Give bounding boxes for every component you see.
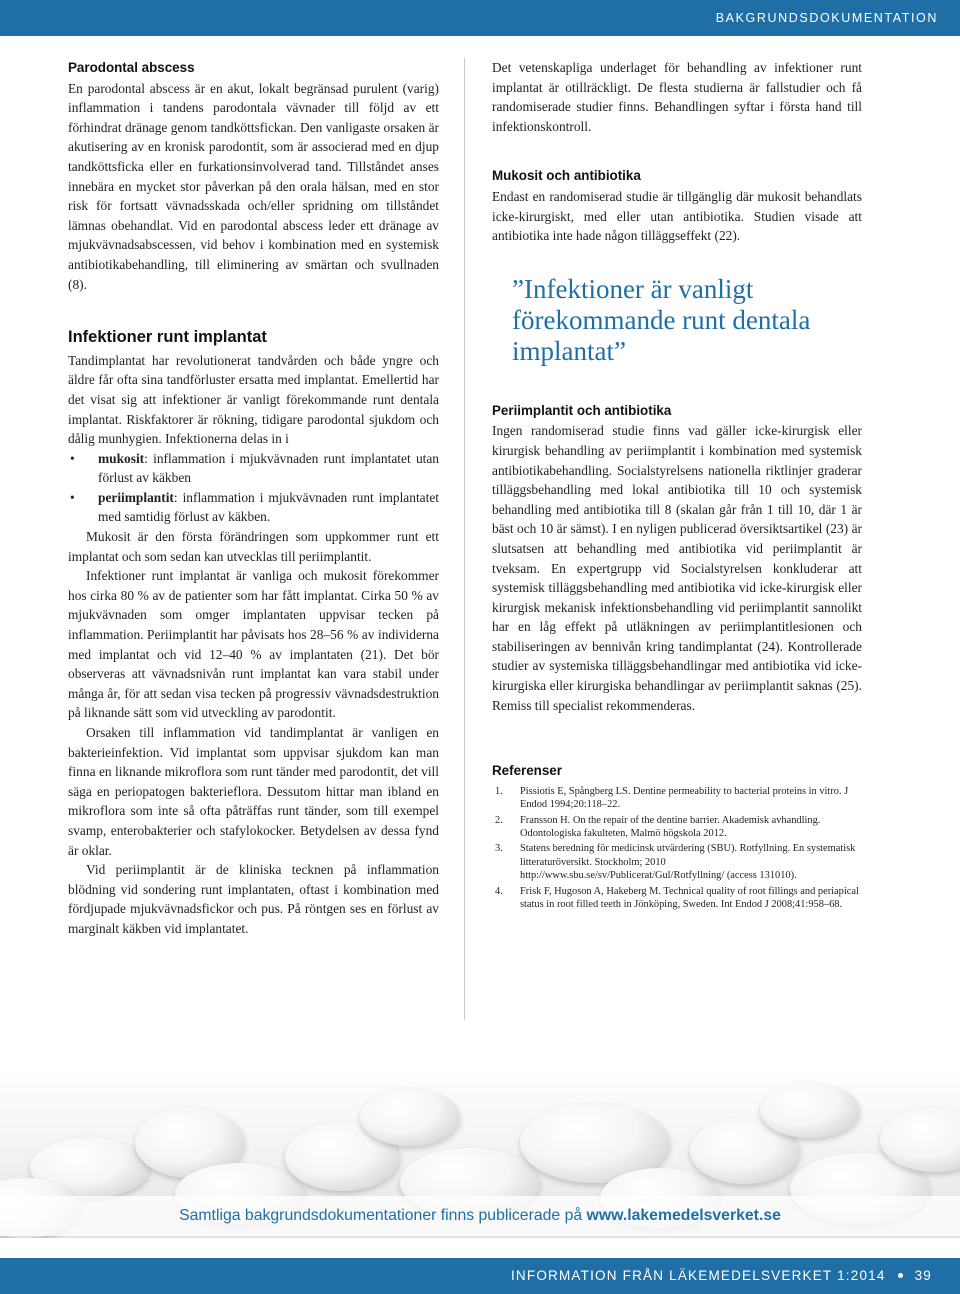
reference-item bbox=[492, 814, 862, 841]
pill-image bbox=[760, 1083, 860, 1138]
infection-types-list bbox=[68, 449, 439, 527]
section-label: BAKGRUNDSDOKUMENTATION bbox=[715, 11, 938, 25]
heading-infektioner-runt-implantat: Infektioner runt implantat bbox=[68, 328, 267, 347]
reference-text: Frisk F, Hugoson A, Hakeberg M. Technical quality of root fillings and periapical status in root filled teeth in Jönköping, Sweden. Int Endod J 2008;41:958–68. bbox=[520, 885, 859, 911]
references-list bbox=[492, 785, 862, 912]
column-divider bbox=[464, 58, 465, 1020]
reference-item bbox=[492, 885, 862, 912]
reference-number: 2. bbox=[495, 814, 503, 826]
paragraph-mukosit-studie: Endast en randomiserad studie är tillgänglig där mukosit behandlats icke-kirurgiskt, med eller utan antibiotika. Studien visade att antibiotika inte hade någon tilläggseffekt (22). bbox=[492, 188, 862, 244]
definition-periimplantit: : inflammation i mjukvävnaden runt implantatet med samtidig förlust av käkben. bbox=[98, 489, 439, 525]
reference-text: Pissiotis E, Spångberg LS. Dentine permeability to bacterial proteins in vitro. J Endod 1994;20:118–22. bbox=[520, 785, 849, 811]
list-item-mukosit bbox=[68, 449, 439, 488]
left-column bbox=[68, 58, 439, 939]
references-heading: Referenser bbox=[492, 763, 562, 779]
page-number: 39 bbox=[914, 1268, 932, 1283]
section-spacer bbox=[492, 136, 862, 166]
header-bar bbox=[0, 0, 960, 36]
heading-mukosit-och-antibiotika: Mukosit och antibiotika bbox=[492, 168, 641, 184]
pill-image bbox=[360, 1088, 460, 1146]
publication-name: INFORMATION FRÅN LÄKEMEDELSVERKET 1:2014 bbox=[510, 1268, 886, 1283]
reference-number: 1. bbox=[495, 785, 503, 797]
reference-number: 3. bbox=[495, 843, 503, 855]
paragraph-orsaken: Orsaken till inflammation vid tandimplantat är vanligen en bakterieinfektion. Vid implantat som uppvisar sjukdom kan man finna en liknande mikroflora som runt tänder med parodontit, det vill säga en periopatogen bakterieflora. Dessutom hittar man ibland en mikroflora som inte så ofta påträffas runt tänder, som till exempel svamp, enterobakterier och stafylokocker. Betydelsen av dessa fynd är oklar. bbox=[68, 725, 439, 858]
term-mukosit: mukosit bbox=[98, 450, 145, 466]
pull-quote: ”Infektioner är vanligt förekommande runt dentala implantat” bbox=[512, 273, 811, 366]
paragraph-kliniska-tecken: Vid periimplantit är de kliniska tecknen på inflammation blödning vid sondering runt implantaten, oftast i kombination med fördjupade mjukvävnadsfickor och pus. På röntgen ses en förlust av marginalt käkben vid implantatet. bbox=[68, 862, 439, 936]
bullet-icon: • bbox=[70, 489, 75, 505]
bullet-icon: • bbox=[70, 450, 75, 466]
paragraph-mukosit-forsta: Mukosit är den första förändringen som uppkommer runt ett implantat och som sedan kan utvecklas till periimplantit. bbox=[68, 529, 439, 564]
paragraph-parodontal-abscess: En parodontal abscess är en akut, lokalt begränsad purulent (varig) inflammation i tandens parodontala vävnader till följd av ett förhindrat dränage genom tandköttsfickan. Den vanligaste orsaken är akutisering av en kronisk parodontit, som är associerad med en djup tandköttsficka eller en furkationsinvolverad tand. Tillståndet anses innebära en mycket stor påverkan på den orala hälsan, med en stor risk för fortsatt vävnadsskada och/eller spridning om tillståndet lämnas obehandlat. Vid en parodontal abscess leder ett dränage av mjukvävnadsabscessen, vid behov i kombination med en systemisk antibiotikabehandling, till eliminering av smärtan och svullnaden (8). bbox=[68, 80, 439, 292]
reference-item bbox=[492, 842, 862, 882]
reference-text: Statens beredning för medicinsk utvärdering (SBU). Rotfyllning. En systematisk litteraturöversikt. Stockholm; 2010 http://www.sbu.se/sv/Publicerat/Gul/Rotfyllning/ (access 131010). bbox=[520, 843, 856, 882]
heading-parodontal-abscess: Parodontal abscess bbox=[68, 60, 195, 75]
heading-periimplantit-och-antibiotika: Periimplantit och antibiotika bbox=[492, 402, 672, 418]
footer-bar bbox=[0, 1258, 960, 1294]
list-item-periimplantit bbox=[68, 488, 439, 527]
right-column bbox=[492, 58, 862, 914]
separator-dot-icon bbox=[898, 1273, 903, 1278]
banner-link[interactable]: www.lakemedelsverket.se bbox=[586, 1207, 781, 1224]
publication-banner bbox=[0, 1196, 960, 1236]
term-periimplantit: periimplantit bbox=[98, 489, 174, 505]
reference-item bbox=[492, 785, 862, 812]
banner-text: Samtliga bakgrundsdokumentationer finns publicerade på bbox=[179, 1207, 587, 1224]
reference-text: Fransson H. On the repair of the dentine barrier. Akademisk avhandling. Odontologiska fakulteten, Malmö högskola 2012. bbox=[520, 814, 821, 840]
paragraph-vetenskapliga-underlaget: Det vetenskapliga underlaget för behandling av infektioner runt implantat är otillräckligt. De flesta studierna är fallstudier och få randomiserade studier finns. Behandlingen syftar i första hand till infektionskontroll. bbox=[492, 60, 862, 134]
reference-number: 4. bbox=[495, 885, 503, 897]
paragraph-prevalence: Infektioner runt implantat är vanliga och mukosit förekommer hos cirka 80 % av de patienter som har fått implantat. Cirka 50 % av mjukvävnaden som omger implantaten uppvisar tecken på inflammation. Periimplantit har påvisats hos 28–56 % av individerna med implantat och vid 12–40 % av implantaten (21). Det bör observeras att vävnadsnivån runt implantat kan vara stabil under många år, för att sedan visa tecken på progressiv vävnadsdestruktion på liknande sätt som vid utveckling av parodontit. bbox=[68, 568, 439, 721]
section-spacer bbox=[68, 294, 439, 328]
paragraph-periimplantit-behandling: Ingen randomiserad studie finns vad gäller icke-kirurgisk eller kirurgisk behandling av periimplantit i kombination med systemisk antibiotikabehandling. Socialstyrelsens nationella riktlinjer graderar tilläggsbehandling med lokal antibiotika till 10 och systemisk behandling med antibiotika till 8 (skalan går från 1 till 10, där 1 är bäst och 10 är sämst). I en nyligen publicerad översiktsartikel (23) är slutsatsen att behandling med antibiotika vid periimplantit är tveksam. En expertgrupp vid Socialstyrelsen konkluderar att systemisk tilläggsbehandling med antibiotika vid icke-kirurgisk eller kirurgisk mekanisk infektionsbehandling vid periimplantit sannolikt har en låg effekt på utläkningen av periimplantitlesionen och stabiliseringen av bennivån kring tandimplantat (24). Kontrollerade studier av systemiska tilläggsbehandlingar med antibiotika vid icke-kirurgiska eller kirurgiska behandlingar av periimplantit saknas (25). Remiss till specialist rekommenderas. bbox=[492, 423, 862, 713]
definition-mukosit: : inflammation i mjukvävnaden runt implantatet utan förlust av käkben bbox=[98, 450, 439, 486]
paragraph-implantat-intro: Tandimplantat har revolutionerat tandvården och både yngre och äldre får ofta sina tandförluster ersatta med implantat. Emellertid har det visat sig att infektioner är vanligt förekommande runt dentala implantat. Riskfaktorer är rökning, tidigare parodontal sjukdom och dålig munhygien. Infektionerna delas in i bbox=[68, 352, 439, 447]
footer-label bbox=[511, 1268, 932, 1283]
